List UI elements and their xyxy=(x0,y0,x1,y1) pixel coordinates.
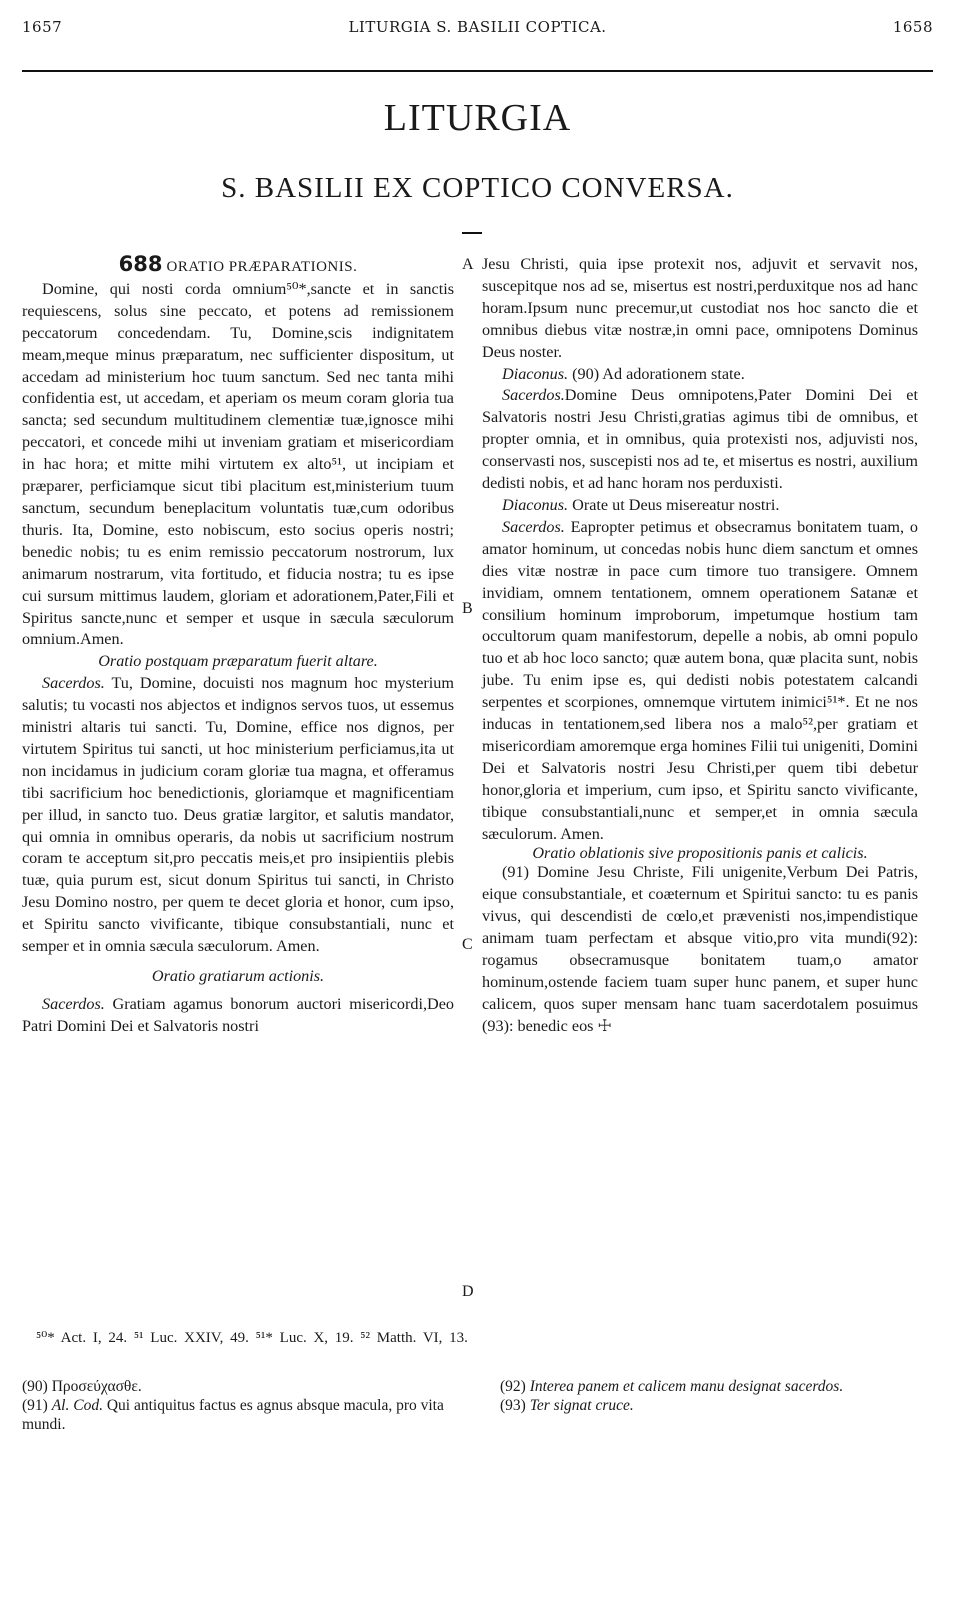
paragraph xyxy=(22,994,454,1038)
paragraph: Domine, qui nosti corda omnium⁵⁰*,sancte et in sanctis requiescens, solus sine peccato, et potens ad remissionem peccatorum concedendam. Tu, Domine,scis indignitatem meam,meque minus præparatum, nec sufficienter dispositum, ut accedam ad ministerium hoc tuum sanctum. Sed nec tanta mihi confidentia est, ut accedam, et aperiam os meum coram gloria tua sancta; sed secundum multitudinem clementiæ tuæ,ignosce mihi peccatori, et concede mihi ut inveniam gratiam et misericordiam in hac hora; et mitte mihi virtutem ex alto⁵¹, ut incipiam et præparer, perficiamque sicut tibi placitum est,ministerium tuum sanctum, secundum beneplacitum voluntatis tuæ,cum odoribus thuris. Ita, Domine, esto nobiscum, esto socius operis nostri; benedic nobis; tu es enim remissio peccatorum nostrorum, lux animarum nostrarum, vita fortitudo, et fiducia nostra; tu es ipse cui sursum mittimus laudem, gloriam et adorationem,Pater,Fili et Spiritus sancte,nunc et semper et usque in sæcula sæculorum omnium.Amen. xyxy=(22,279,454,649)
subheading: Oratio gratiarum actionis. xyxy=(151,967,325,985)
paragraph xyxy=(482,385,918,495)
subheading: Oratio postquam præparatum fuerit altare. xyxy=(98,652,378,671)
page-subtitle: S. BASILII EX COPTICO CONVERSA. xyxy=(221,172,734,204)
section-heading-text: ORATIO PRÆPARATIONIS. xyxy=(166,259,358,275)
note-number: (91) xyxy=(22,1397,48,1414)
note xyxy=(500,1377,920,1396)
paragraph: Jesu Christi, quia ipse protexit nos, adjuvit et servavit nos, suscepitque nos ad se, misertus est nostri,perduxitque nos ad hanc horam.Ipsum nunc precemur,ut custodiat nos hoc sancto die et omnibus diebus vitæ nostræ,in omni pace, omnipotens Dominus Deus noster. xyxy=(482,255,918,361)
speaker: Sacerdos. xyxy=(42,994,105,1013)
paragraph xyxy=(482,364,918,386)
note-italic: Ter signat cruce. xyxy=(525,1397,634,1414)
note-number: (93) xyxy=(500,1397,526,1414)
footnotes: ⁵⁰* Act. I, 24. ⁵¹ Luc. XXIV, 49. ⁵¹* Luc. X, 19. ⁵² Matth. VI, 13. xyxy=(36,1330,468,1346)
left-column xyxy=(22,254,454,1038)
margin-letter-c: C xyxy=(462,936,473,953)
right-column xyxy=(482,254,918,1038)
page-title: LITURGIA xyxy=(383,97,572,139)
paragraph-text: Eapropter petimus et obsecramus bonitatem tuam, o amator hominum, ut concedas nobis hunc diem sanctum et omnes dies vitæ nostræ in pace cum timore tuo transigere. Omnem invidiam, omnem tentationem, omnem operationem Satanæ et consilium hominum improborum, impetumque hostium tam occultorum quam manifestorum, depelle a nobis, ab omni populo tuo et ab hoc loco sancto; quæ autem bona, quæ placita sunt, nobis jube. Tu enim ipse es, qui dedisti nobis potestatem calcandi serpentes et scorpiones, omnemque virtutem inimici⁵¹*. Et ne nos inducas in tentationem,sed libera nos a malo⁵²,per gratiam et misericordiam amoremque erga homines Filii tui unigeniti, Domini Dei et Salvatoris nostri Jesu Christi,per quem tibi debetur honor,gloria et imperium, cum ipso, et Spiritu sancto vivificante, tibique consubstantiali,nunc et semper,et in omnia sæcula sæculorum. Amen. xyxy=(482,517,918,843)
paragraph xyxy=(482,495,918,517)
paragraph xyxy=(22,673,454,958)
speaker: Sacerdos. xyxy=(42,674,105,693)
subheading: Oratio oblationis sive propositionis panis et calicis. xyxy=(532,844,868,863)
paragraph: (91) Domine Jesu Christe, Fili unigenite,Verbum Dei Patris, eique consubstantiale, et coæternum et Spiritui sancto: tu es panis vivus, qui descendisti de cœlo,et prævenisti nos,impendistique animam tuam perfectam et absque vitio,pro vita mundi(92): rogamus obsecramusque bonitatem tuam,o amator hominum,ostende faciem tuam super hunc panem, et super hunc calicem, quos super mensam hanc tuam sacerdotalem posuimus (93): benedic eos ☩ xyxy=(482,863,918,1035)
notes-left xyxy=(22,1377,462,1434)
section-heading xyxy=(22,254,454,279)
column-number: 688 xyxy=(118,252,163,276)
note-number: (92) xyxy=(500,1378,526,1395)
margin-letter-d: D xyxy=(462,1283,474,1300)
page-number-left: 1657 xyxy=(22,18,63,36)
paragraph-text: (90) Ad adorationem state. xyxy=(568,364,745,383)
note-italic: Al. Cod. xyxy=(51,1397,103,1414)
note xyxy=(22,1396,462,1434)
note xyxy=(500,1396,920,1415)
note-text: Qui antiquitus factus es agnus absque macula, pro vita mundi. xyxy=(22,1397,444,1433)
running-title: LITURGIA S. BASILII COPTICA. xyxy=(348,18,607,36)
margin-letter-b: B xyxy=(462,600,473,617)
speaker: Sacerdos. xyxy=(502,517,565,536)
paragraph xyxy=(482,517,918,846)
page-number-right: 1658 xyxy=(892,18,933,36)
paragraph-text: Orate ut Deus misereatur nostri. xyxy=(568,495,780,514)
speaker: Diaconus. xyxy=(502,495,569,514)
note-italic: Interea panem et calicem manu designat sacerdos. xyxy=(525,1378,844,1395)
running-header xyxy=(22,18,933,40)
paragraph-text: Gratiam agamus bonorum auctori misericordi,Deo Patri Domini Dei et Salvatoris nostri xyxy=(22,994,454,1035)
paragraph-text: Tu, Domine, docuisti nos magnum hoc mysterium salutis; tu vocasti nos abjectos et indignos servos tuos, ut essemus ministri altaris tui sancti. Tu, Domine, effice nos dignos, per virtutem Spiritus tui sancti, ut hoc ministerium perficiamus,ita ut non incidamus in judicium coram gloriæ tua magna, et offeramus tibi sacrificium hoc benedictionis, gloriamque et magnificentiam per illud, in sancto tuo. Deus gratiæ largitor, et salutis mandator, qui omnia in omnibus operaris, da nobis ut sacrificium nostrum coram te acceptum sit,pro peccatis meis,et pro insipientiis plebis tuæ, quia purum est, sicut donum Spiritus tui sancti, in Christo Jesu Domino nostro, per quem te decet gloria et honor, cum ipso, et Spiritu sancto vivificante, tibique consubstantiali, nunc et semper et in omnia sæcula sæculorum. Amen. xyxy=(22,674,454,956)
title-dash xyxy=(462,232,482,234)
header-rule xyxy=(22,70,933,72)
note-number: (90) xyxy=(22,1378,48,1395)
speaker: Diaconus. xyxy=(502,364,569,383)
notes-right xyxy=(500,1377,920,1415)
margin-letter-a: A xyxy=(462,256,474,273)
speaker: Sacerdos. xyxy=(502,386,565,405)
paragraph-text: Domine Deus omnipotens,Pater Domini Dei et Salvatoris nostri Jesu Christi,gratias agimus tibi de omnibus, et propter omnia, et in omnibus, quia protexisti nos, adjuvisti nos, conservasti nos, suscepisti nos ad te, et misertus es nostri, auxilium dedisti nobis, et ad hanc horam nos perduxisti. xyxy=(482,386,918,493)
note xyxy=(22,1377,462,1396)
note-text: Προσεύχασθε. xyxy=(47,1378,142,1395)
